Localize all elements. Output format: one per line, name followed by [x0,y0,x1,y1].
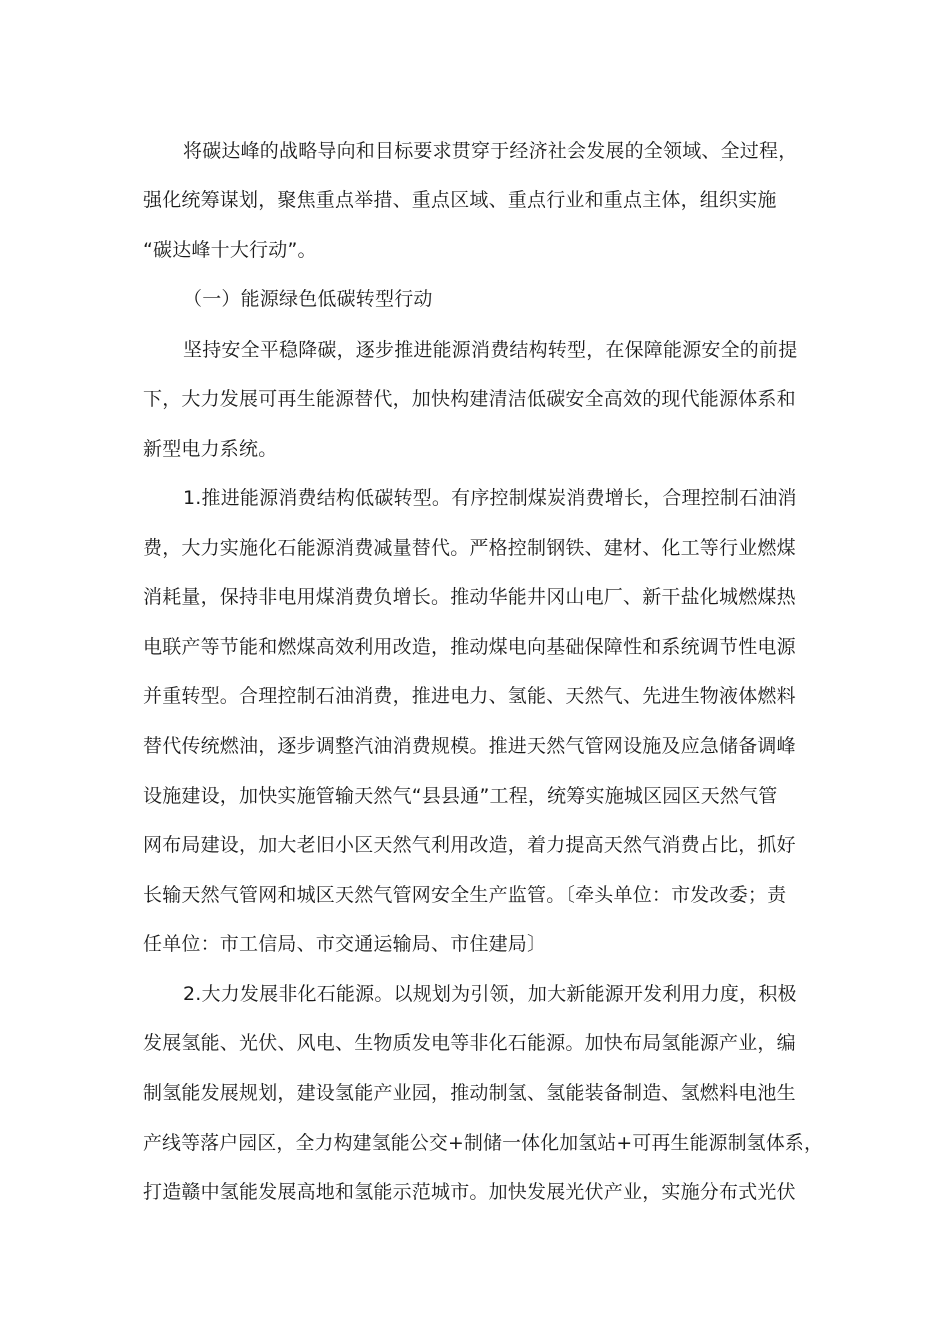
text-line: 2.大力发展非化石能源。以规划为引领，加大新能源开发利用力度，积极 [183,983,797,1005]
text-line: 下，大力发展可再生能源替代，加快构建清洁低碳安全高效的现代能源体系和 [143,388,796,410]
text-line: 电联产等节能和燃煤高效利用改造，推动煤电向基础保障性和系统调节性电源 [143,636,796,658]
text-line: 产线等落户园区，全力构建氢能公交+制储一体化加氢站+可再生能源制氢体系， [143,1132,824,1154]
heading-line: （一）能源绿色低碳转型行动 [183,288,433,310]
text-line: 将碳达峰的战略导向和目标要求贯穿于经济社会发展的全领域、全过程， [183,140,798,162]
text-line: 设施建设，加快实施管输天然气“县县通”工程，统筹实施城区园区天然气管 [143,785,778,807]
text-line: 任单位：市工信局、市交通运输局、市住建局〕 [143,933,547,955]
text-line: “碳达峰十大行动”。 [143,239,317,261]
text-line: 并重转型。合理控制石油消费，推进电力、氢能、天然气、先进生物液体燃料 [143,685,796,707]
text-line: 费，大力实施化石能源消费减量替代。严格控制钢铁、建材、化工等行业燃煤 [143,537,796,559]
text-line: 发展氢能、光伏、风电、生物质发电等非化石能源。加快布局氢能源产业，编 [143,1032,796,1054]
text-line: 新型电力系统。 [143,438,278,460]
text-line: 网布局建设，加大老旧小区天然气利用改造，着力提高天然气消费占比，抓好 [143,834,796,856]
text-line: 替代传统燃油，逐步调整汽油消费规模。推进天然气管网设施及应急储备调峰 [143,735,796,757]
text-line: 消耗量，保持非电用煤消费负增长。推动华能井冈山电厂、新干盐化城燃煤热 [143,586,796,608]
text-line: 强化统筹谋划，聚焦重点举措、重点区域、重点行业和重点主体，组织实施 [143,189,777,211]
text-line: 1.推进能源消费结构低碳转型。有序控制煤炭消费增长，合理控制石油消 [183,487,797,509]
text-line: 制氢能发展规划，建设氢能产业园，推动制氢、氢能装备制造、氢燃料电池生 [143,1082,796,1104]
text-line: 坚持安全平稳降碳，逐步推进能源消费结构转型，在保障能源安全的前提 [183,339,798,361]
text-line: 打造赣中氢能发展高地和氢能示范城市。加快发展光伏产业，实施分布式光伏 [143,1181,796,1203]
text-line: 长输天然气管网和城区天然气管网安全生产监管。〔牵头单位：市发改委；责 [143,884,787,906]
